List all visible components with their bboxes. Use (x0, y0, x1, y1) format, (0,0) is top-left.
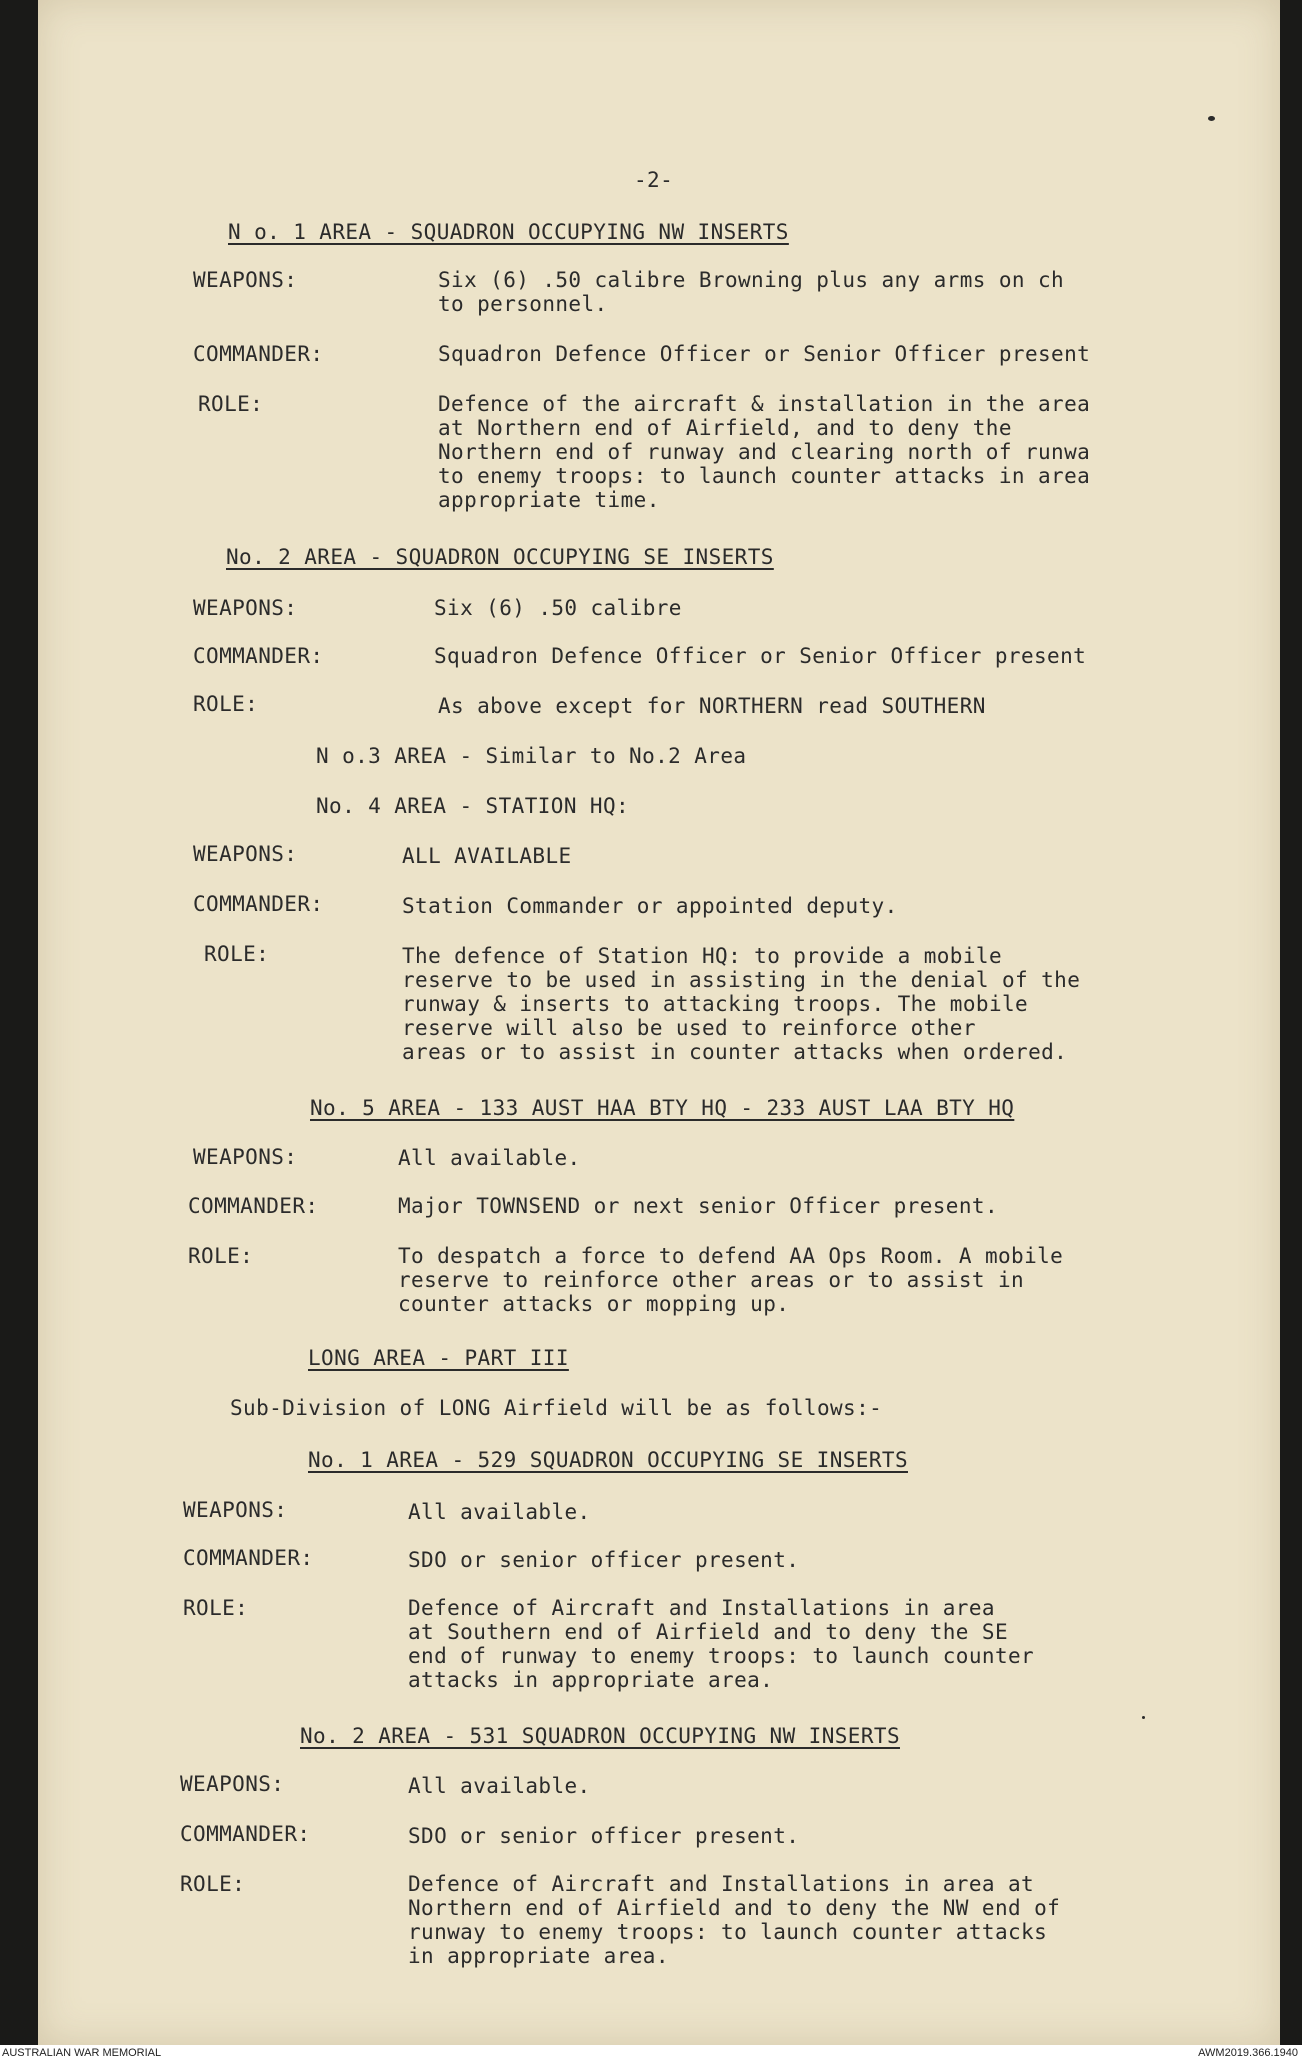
weapons-label: WEAPONS: (193, 1145, 298, 1169)
commander-text: Station Commander or appointed deputy. (402, 894, 898, 918)
commander-label: COMMANDER: (180, 1822, 311, 1846)
role-text: To despatch a force to defend AA Ops Room. A mobile reserve to reinforce other areas or to assist in counter attacks or mopping up. (398, 1244, 1064, 1316)
part-intro: Sub-Division of LONG Airfield will be as follows:- (230, 1396, 883, 1420)
section-heading: No. 5 AREA - 133 AUST HAA BTY HQ - 233 AUST LAA BTY HQ (310, 1096, 1015, 1120)
role-label: ROLE: (188, 1244, 254, 1268)
commander-text: Major TOWNSEND or next senior Officer present. (398, 1194, 998, 1218)
weapons-label: WEAPONS: (193, 596, 298, 620)
weapons-text: ALL AVAILABLE (402, 844, 572, 868)
role-label: ROLE: (193, 692, 259, 716)
commander-text: Squadron Defence Officer or Senior Officer present (438, 342, 1091, 366)
section-heading: No. 1 AREA - 529 SQUADRON OCCUPYING SE INSERTS (308, 1448, 908, 1472)
section-heading: No. 2 AREA - SQUADRON OCCUPYING SE INSERTS (226, 545, 774, 569)
footer-left: AUSTRALIAN WAR MEMORIAL (2, 2047, 162, 2059)
role-label: ROLE: (198, 392, 264, 416)
role-text: Defence of the aircraft & installation in the area at Northern end of Airfield, and to deny the Northern end of runway and clearing north of runwa to enemy troops: to launch counter attacks in area appropriate time. (438, 392, 1091, 512)
ink-speck (1142, 1716, 1145, 1719)
weapons-text: Six (6) .50 calibre Browning plus any arms on ch to personnel. (438, 268, 1065, 316)
weapons-label: WEAPONS: (193, 842, 298, 866)
weapons-label: WEAPONS: (193, 268, 298, 292)
weapons-text: All available. (398, 1146, 581, 1170)
area-line: No. 4 AREA - STATION HQ: (316, 794, 630, 818)
role-text: Defence of Aircraft and Installations in area at Southern end of Airfield and to deny the SE end of runway to enemy troops: to launch counter attacks in appropriate area. (408, 1596, 1035, 1692)
document-page (38, 0, 1280, 2045)
commander-label: COMMANDER: (193, 342, 324, 366)
role-label: ROLE: (204, 942, 270, 966)
archive-footer (0, 2045, 1302, 2061)
page-number: -2- (634, 168, 674, 192)
commander-label: COMMANDER: (188, 1194, 319, 1218)
weapons-label: WEAPONS: (180, 1772, 285, 1796)
part-heading: LONG AREA - PART III (308, 1346, 569, 1370)
commander-label: COMMANDER: (183, 1546, 314, 1570)
footer-right: AWM2019.366.1940 (1198, 2047, 1298, 2059)
area-line: N o.3 AREA - Similar to No.2 Area (316, 744, 747, 768)
role-label: ROLE: (183, 1596, 249, 1620)
section-heading: N o. 1 AREA - SQUADRON OCCUPYING NW INSERTS (228, 220, 789, 244)
role-text: As above except for NORTHERN read SOUTHERN (438, 694, 986, 718)
role-label: ROLE: (180, 1872, 246, 1896)
role-text: Defence of Aircraft and Installations in area at Northern end of Airfield and to deny the NW end of runway to enemy troops: to launch counter attacks in appropriate area. (408, 1872, 1061, 1968)
weapons-label: WEAPONS: (183, 1498, 288, 1522)
commander-label: COMMANDER: (193, 892, 324, 916)
weapons-text: Six (6) .50 calibre (434, 596, 682, 620)
section-heading: No. 2 AREA - 531 SQUADRON OCCUPYING NW INSERTS (300, 1724, 900, 1748)
weapons-text: All available. (408, 1500, 591, 1524)
commander-label: COMMANDER: (193, 644, 324, 668)
ink-speck (1208, 116, 1215, 121)
weapons-text: All available. (408, 1774, 591, 1798)
commander-text: SDO or senior officer present. (408, 1824, 800, 1848)
commander-text: Squadron Defence Officer or Senior Officer present (434, 644, 1087, 668)
commander-text: SDO or senior officer present. (408, 1548, 800, 1572)
role-text: The defence of Station HQ: to provide a mobile reserve to be used in assisting in the denial of the runway & inserts to attacking troops. The mobile reserve will also be used to reinforce other areas or to assist in counter attacks when ordered. (402, 944, 1081, 1064)
